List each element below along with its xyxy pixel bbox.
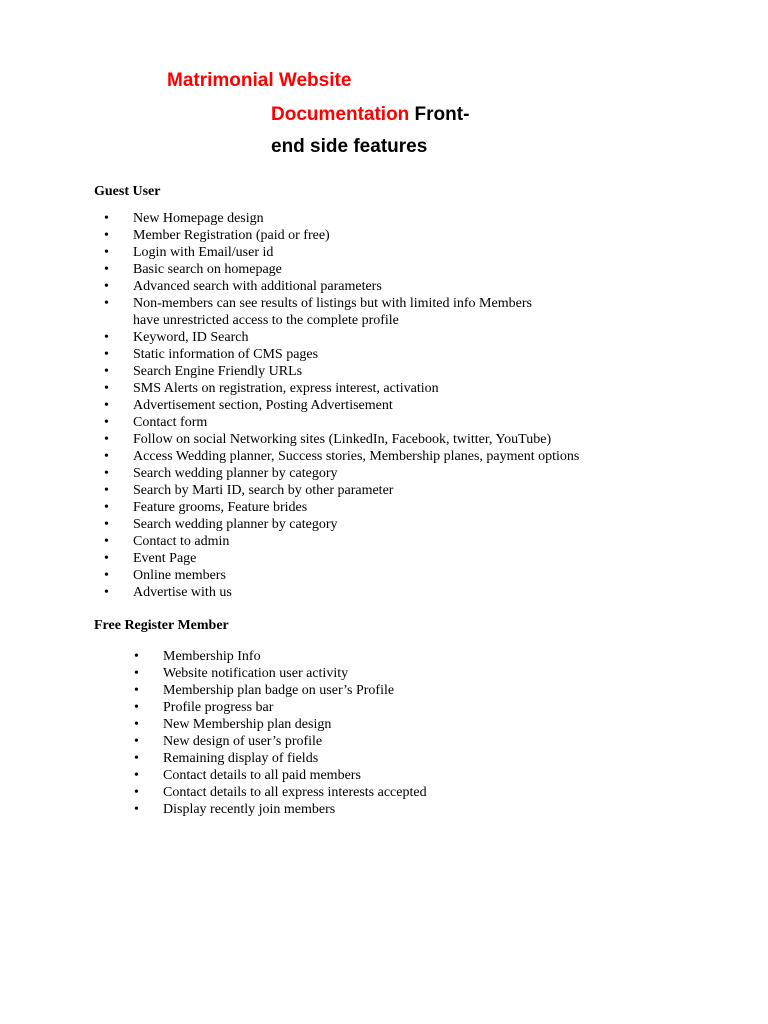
list-item [104,380,579,397]
bullet-icon: • [134,649,139,664]
list-item [104,431,579,448]
list-item-text: Search wedding planner by category [133,466,338,481]
list-item-text: Website notification user activity [163,666,349,681]
free-member-feature-list [134,648,427,818]
list-item-text: Advertisement section, Posting Advertisement [133,398,393,413]
list-item-text: Static information of CMS pages [133,347,319,362]
bullet-icon: • [104,568,109,583]
bullet-icon: • [104,381,109,396]
list-item-text: Contact to admin [133,534,230,549]
list-item-text: Contact details to all express interests accepted [163,785,427,800]
bullet-icon: • [134,751,139,766]
list-item-text: Remaining display of fields [163,751,319,766]
bullet-icon: • [104,398,109,413]
bullet-icon: • [104,415,109,430]
list-item [104,295,579,312]
list-item [104,533,579,550]
list-item-text: Search wedding planner by category [133,517,338,532]
list-item [104,414,579,431]
bullet-icon: • [104,466,109,481]
doc-title-line-2 [271,104,469,126]
list-item-text: Membership Info [163,649,261,664]
bullet-icon: • [104,551,109,566]
bullet-icon: • [134,666,139,681]
list-item [134,699,427,716]
bullet-icon: • [134,734,139,749]
bullet-icon: • [134,717,139,732]
doc-title-red-2: Documentation [271,104,410,125]
list-item [134,733,427,750]
doc-title-black-2: Front- [409,104,470,125]
bullet-icon: • [134,768,139,783]
list-item-text: SMS Alerts on registration, express interest, activation [133,381,439,396]
list-item [134,665,427,682]
list-item-text: New Membership plan design [163,717,332,732]
doc-title-line-3 [271,136,427,158]
list-item [104,346,579,363]
bullet-icon: • [104,296,109,311]
list-item [134,767,427,784]
list-item [104,516,579,533]
list-item-text: Display recently join members [163,802,336,817]
doc-title-red-1: Matrimonial Website [167,70,352,91]
list-item-text: Search by Marti ID, search by other parameter [133,483,394,498]
section-heading-free-register-member: Free Register Member [94,618,229,633]
list-item-text: Profile progress bar [163,700,274,715]
list-item [134,784,427,801]
list-item [104,465,579,482]
bullet-icon: • [104,245,109,260]
list-item [104,397,579,414]
list-item [104,244,579,261]
bullet-icon: • [104,228,109,243]
list-item-text: Event Page [133,551,197,566]
list-item [104,329,579,346]
bullet-icon: • [104,534,109,549]
list-item [104,210,579,227]
bullet-icon: • [104,279,109,294]
list-item-text: Contact details to all paid members [163,768,361,783]
bullet-icon: • [134,683,139,698]
bullet-icon: • [104,585,109,600]
section-heading-guest-user: Guest User [94,184,161,199]
list-item [104,363,579,380]
bullet-icon: • [104,262,109,277]
list-item [104,278,579,295]
list-item-text: Follow on social Networking sites (LinkedIn, Facebook, twitter, YouTube) [133,432,552,447]
list-item [134,716,427,733]
list-item-continuation [133,312,579,329]
list-item-text: Member Registration (paid or free) [133,228,330,243]
list-item-text: Advanced search with additional parameters [133,279,382,294]
list-item [104,482,579,499]
list-item-text: Advertise with us [133,585,232,600]
bullet-icon: • [104,500,109,515]
list-item-text: Access Wedding planner, Success stories, Membership planes, payment options [133,449,580,464]
bullet-icon: • [104,347,109,362]
list-item [104,448,580,465]
doc-title-line-1 [167,70,351,92]
bullet-icon: • [104,517,109,532]
list-item [134,648,427,665]
bullet-icon: • [104,211,109,226]
bullet-icon: • [104,449,109,464]
list-item [104,499,579,516]
list-item [134,682,427,699]
list-item-text: Membership plan badge on user’s Profile [163,683,395,698]
bullet-icon: • [134,802,139,817]
bullet-icon: • [104,432,109,447]
list-item [104,584,579,601]
bullet-icon: • [104,483,109,498]
list-item-text: have unrestricted access to the complete profile [133,313,399,328]
bullet-icon: • [104,364,109,379]
guest-user-feature-list [104,210,580,601]
list-item [134,801,427,818]
list-item [104,550,579,567]
list-item-text: Basic search on homepage [133,262,282,277]
list-item [134,750,427,767]
list-item-text: Online members [133,568,226,583]
doc-title-black-3: end side features [271,136,428,157]
bullet-icon: • [104,330,109,345]
list-item-text: Feature grooms, Feature brides [133,500,308,515]
list-item-text: New design of user’s profile [163,734,323,749]
list-item-text: New Homepage design [133,211,264,226]
list-item [104,227,579,244]
bullet-icon: • [134,785,139,800]
list-item [104,567,579,584]
list-item-text: Contact form [133,415,208,430]
list-item-text: Search Engine Friendly URLs [133,364,303,379]
list-item-text: Login with Email/user id [133,245,274,260]
list-item-text: Non-members can see results of listings but with limited info Members [133,296,532,311]
list-item-text: Keyword, ID Search [133,330,249,345]
list-item [104,261,579,278]
bullet-icon: • [134,700,139,715]
